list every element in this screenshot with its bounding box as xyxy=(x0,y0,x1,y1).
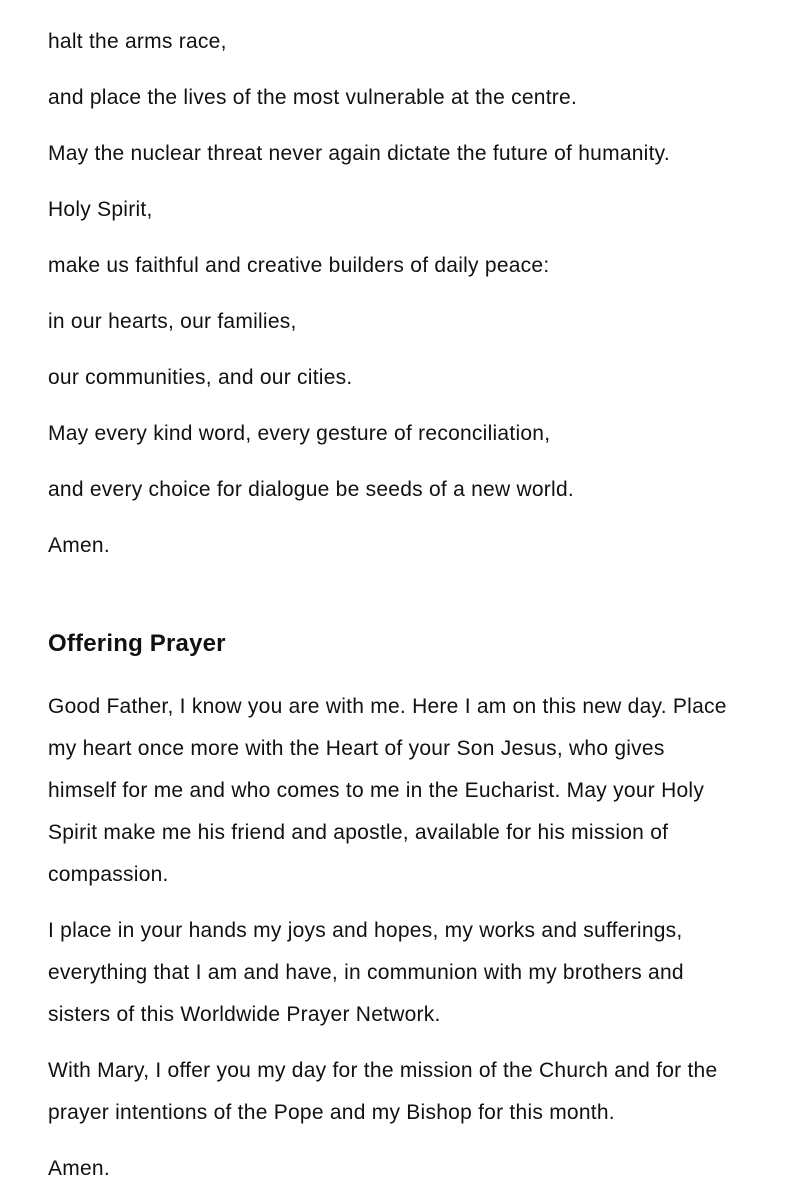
paragraph-line: Good Father, I know you are with me. Here I am on this new day. Place xyxy=(48,695,727,718)
offering-paragraph-3 xyxy=(48,1050,787,1134)
section-heading-offering-prayer: Offering Prayer xyxy=(48,630,226,657)
prayer-line: make us faithful and creative builders of daily peace: xyxy=(48,254,550,277)
prayer-line: May the nuclear threat never again dictate the future of humanity. xyxy=(48,142,670,165)
offering-paragraph-1 xyxy=(48,686,787,896)
prayer-line: our communities, and our cities. xyxy=(48,366,353,389)
paragraph-line: compassion. xyxy=(48,863,169,886)
prayer-line: Holy Spirit, xyxy=(48,198,153,221)
paragraph-line: With Mary, I offer you my day for the mission of the Church and for the xyxy=(48,1059,718,1082)
prayer-line-amen: Amen. xyxy=(48,534,110,557)
paragraph-line: Amen. xyxy=(48,1157,110,1180)
paragraph-line: himself for me and who comes to me in the Eucharist. May your Holy xyxy=(48,779,705,802)
paragraph-line: Spirit make me his friend and apostle, available for his mission of xyxy=(48,821,669,844)
prayer-line: and every choice for dialogue be seeds of a new world. xyxy=(48,478,574,501)
prayer-line: halt the arms race, xyxy=(48,30,227,53)
offering-paragraph-amen xyxy=(48,1148,787,1190)
prayer-line: in our hearts, our families, xyxy=(48,310,297,333)
paragraph-line: my heart once more with the Heart of your Son Jesus, who gives xyxy=(48,737,665,760)
paragraph-line: I place in your hands my joys and hopes, my works and sufferings, xyxy=(48,919,683,942)
prayer-line: May every kind word, every gesture of reconciliation, xyxy=(48,422,551,445)
paragraph-line: sisters of this Worldwide Prayer Network. xyxy=(48,1003,441,1026)
prayer-line: and place the lives of the most vulnerable at the centre. xyxy=(48,86,578,109)
paragraph-line: everything that I am and have, in communion with my brothers and xyxy=(48,961,684,984)
paragraph-line: prayer intentions of the Pope and my Bishop for this month. xyxy=(48,1101,615,1124)
offering-paragraph-2 xyxy=(48,910,787,1036)
